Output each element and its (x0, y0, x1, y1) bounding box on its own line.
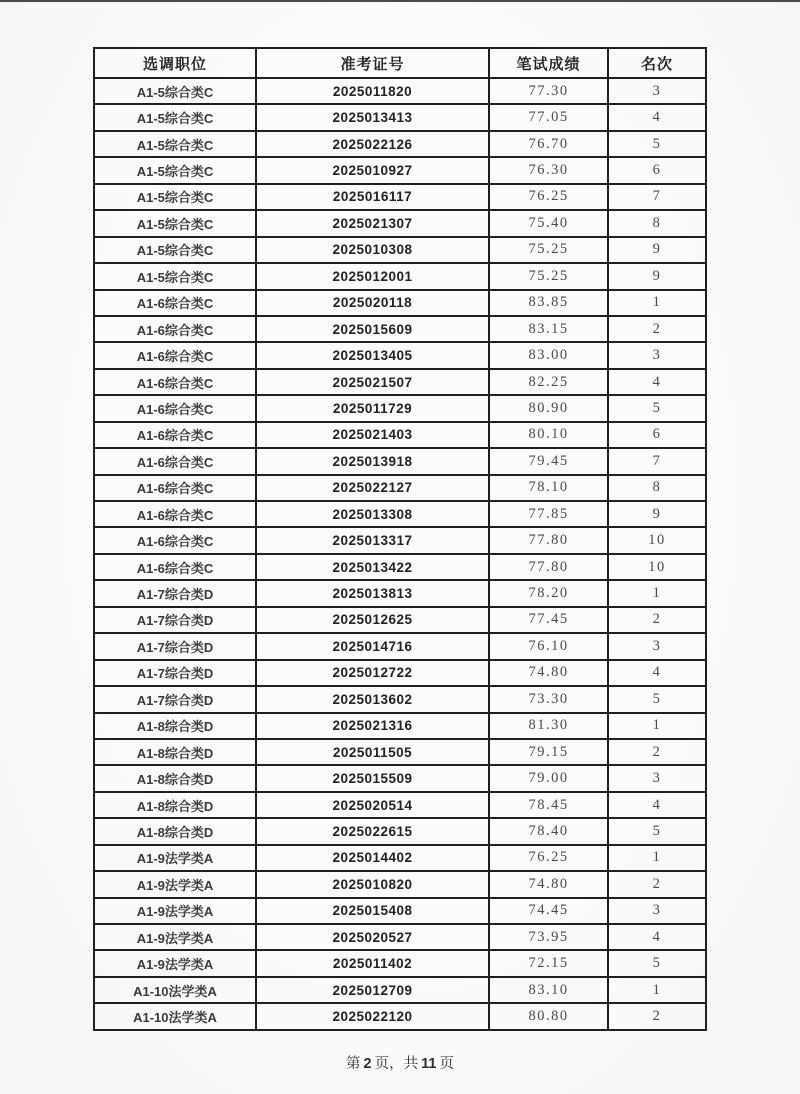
ticket-number-cell: 2025015609 (256, 316, 489, 342)
score-cell: 77.45 (489, 607, 608, 633)
ticket-number-cell: 2025014402 (256, 845, 489, 871)
rank-cell: 2 (608, 1003, 706, 1030)
rank-cell: 4 (608, 660, 706, 686)
score-cell: 74.45 (489, 898, 608, 924)
table-header-row (94, 48, 706, 78)
column-header-ticket-number: 准考证号 (256, 48, 489, 78)
score-cell: 83.15 (489, 316, 608, 342)
rank-cell: 9 (608, 237, 706, 263)
rank-cell: 1 (608, 713, 706, 739)
position-cell: A1-6综合类C (94, 554, 256, 580)
position-cell: A1-6综合类C (94, 527, 256, 553)
score-cell: 82.25 (489, 369, 608, 395)
ticket-number-cell: 2025012722 (256, 660, 489, 686)
rank-cell: 1 (608, 580, 706, 606)
page-footer (0, 1052, 800, 1076)
ticket-number-cell: 2025011820 (256, 78, 489, 104)
ticket-number-cell: 2025012709 (256, 977, 489, 1003)
position-cell: A1-7综合类D (94, 686, 256, 712)
table-row (94, 342, 706, 368)
score-cell: 78.45 (489, 792, 608, 818)
position-cell: A1-6综合类C (94, 316, 256, 342)
table-row (94, 765, 706, 791)
ticket-number-cell: 2025013918 (256, 448, 489, 474)
table-row (94, 157, 706, 183)
ticket-number-cell: 2025013422 (256, 554, 489, 580)
table-row (94, 210, 706, 236)
ticket-number-cell: 2025015509 (256, 765, 489, 791)
score-cell: 74.80 (489, 660, 608, 686)
ticket-number-cell: 2025020527 (256, 924, 489, 950)
rank-cell: 2 (608, 739, 706, 765)
table-row (94, 792, 706, 818)
position-cell: A1-9法学类A (94, 871, 256, 897)
rank-cell: 3 (608, 342, 706, 368)
table-row (94, 871, 706, 897)
score-cell: 78.10 (489, 475, 608, 501)
rank-cell: 9 (608, 501, 706, 527)
score-cell: 80.90 (489, 395, 608, 421)
ticket-number-cell: 2025012001 (256, 263, 489, 289)
rank-cell: 3 (608, 765, 706, 791)
position-cell: A1-9法学类A (94, 950, 256, 976)
score-cell: 79.45 (489, 448, 608, 474)
ticket-number-cell: 2025015408 (256, 898, 489, 924)
position-cell: A1-5综合类C (94, 78, 256, 104)
position-cell: A1-5综合类C (94, 184, 256, 210)
position-cell: A1-6综合类C (94, 369, 256, 395)
rank-cell: 2 (608, 871, 706, 897)
ticket-number-cell: 2025013413 (256, 104, 489, 130)
ticket-number-cell: 2025013317 (256, 527, 489, 553)
position-cell: A1-9法学类A (94, 845, 256, 871)
table-row (94, 369, 706, 395)
position-cell: A1-5综合类C (94, 131, 256, 157)
rank-cell: 4 (608, 369, 706, 395)
rank-cell: 4 (608, 924, 706, 950)
table-row (94, 131, 706, 157)
score-cell: 75.25 (489, 237, 608, 263)
column-header-score: 笔试成绩 (489, 48, 608, 78)
rank-cell: 5 (608, 818, 706, 844)
table-row (94, 184, 706, 210)
position-cell: A1-5综合类C (94, 210, 256, 236)
score-cell: 73.30 (489, 686, 608, 712)
score-cell: 75.25 (489, 263, 608, 289)
score-cell: 74.80 (489, 871, 608, 897)
footer-page-suffix: 页 (439, 1056, 454, 1072)
table-row (94, 845, 706, 871)
score-cell: 73.95 (489, 924, 608, 950)
rank-cell: 1 (608, 290, 706, 316)
rank-cell: 4 (608, 792, 706, 818)
position-cell: A1-5综合类C (94, 237, 256, 263)
footer-page-middle: 页，共 (374, 1056, 419, 1072)
ticket-number-cell: 2025011729 (256, 395, 489, 421)
table-row (94, 686, 706, 712)
position-cell: A1-7综合类D (94, 633, 256, 659)
score-cell: 79.00 (489, 765, 608, 791)
rank-cell: 6 (608, 157, 706, 183)
score-cell: 83.10 (489, 977, 608, 1003)
table-row (94, 422, 706, 448)
position-cell: A1-6综合类C (94, 501, 256, 527)
position-cell: A1-10法学类A (94, 977, 256, 1003)
position-cell: A1-9法学类A (94, 898, 256, 924)
position-cell: A1-10法学类A (94, 1003, 256, 1030)
table-row (94, 448, 706, 474)
rank-cell: 10 (608, 554, 706, 580)
table-row (94, 898, 706, 924)
rank-cell: 9 (608, 263, 706, 289)
rank-cell: 8 (608, 210, 706, 236)
ticket-number-cell: 2025021403 (256, 422, 489, 448)
ticket-number-cell: 2025013405 (256, 342, 489, 368)
ticket-number-cell: 2025013602 (256, 686, 489, 712)
rank-cell: 4 (608, 104, 706, 130)
ticket-number-cell: 2025014716 (256, 633, 489, 659)
position-cell: A1-6综合类C (94, 422, 256, 448)
ticket-number-cell: 2025010308 (256, 237, 489, 263)
table-row (94, 1003, 706, 1030)
table-row (94, 290, 706, 316)
score-cell: 78.20 (489, 580, 608, 606)
position-cell: A1-6综合类C (94, 342, 256, 368)
rank-cell: 7 (608, 184, 706, 210)
ticket-number-cell: 2025011402 (256, 950, 489, 976)
footer-page-number: 2 (363, 1056, 372, 1072)
position-cell: A1-8综合类D (94, 818, 256, 844)
position-cell: A1-8综合类D (94, 739, 256, 765)
score-cell: 83.85 (489, 290, 608, 316)
rank-cell: 2 (608, 316, 706, 342)
ticket-number-cell: 2025022126 (256, 131, 489, 157)
rank-cell: 3 (608, 633, 706, 659)
rank-cell: 1 (608, 977, 706, 1003)
ticket-number-cell: 2025022120 (256, 1003, 489, 1030)
table-row (94, 633, 706, 659)
ticket-number-cell: 2025021316 (256, 713, 489, 739)
table-row (94, 580, 706, 606)
table-row (94, 316, 706, 342)
ticket-number-cell: 2025013813 (256, 580, 489, 606)
table-row (94, 739, 706, 765)
position-cell: A1-6综合类C (94, 448, 256, 474)
score-cell: 79.15 (489, 739, 608, 765)
rank-cell: 5 (608, 950, 706, 976)
rank-cell: 10 (608, 527, 706, 553)
footer-total-pages: 11 (421, 1056, 437, 1072)
position-cell: A1-6综合类C (94, 475, 256, 501)
ticket-number-cell: 2025022127 (256, 475, 489, 501)
position-cell: A1-9法学类A (94, 924, 256, 950)
ticket-number-cell: 2025012625 (256, 607, 489, 633)
score-cell: 77.80 (489, 527, 608, 553)
results-table (93, 47, 707, 1031)
position-cell: A1-8综合类D (94, 765, 256, 791)
table-row (94, 554, 706, 580)
footer-page-prefix: 第 (346, 1056, 361, 1072)
ticket-number-cell: 2025021307 (256, 210, 489, 236)
position-cell: A1-8综合类D (94, 792, 256, 818)
ticket-number-cell: 2025022615 (256, 818, 489, 844)
ticket-number-cell: 2025020514 (256, 792, 489, 818)
score-cell: 72.15 (489, 950, 608, 976)
column-header-position: 选调职位 (94, 48, 256, 78)
score-cell: 76.30 (489, 157, 608, 183)
table-row (94, 395, 706, 421)
score-cell: 76.70 (489, 131, 608, 157)
ticket-number-cell: 2025011505 (256, 739, 489, 765)
score-cell: 77.05 (489, 104, 608, 130)
table-row (94, 713, 706, 739)
rank-cell: 1 (608, 845, 706, 871)
table-row (94, 78, 706, 104)
rank-cell: 5 (608, 686, 706, 712)
score-cell: 77.30 (489, 78, 608, 104)
rank-cell: 7 (608, 448, 706, 474)
score-cell: 76.25 (489, 845, 608, 871)
score-cell: 76.25 (489, 184, 608, 210)
table-row (94, 950, 706, 976)
score-cell: 80.10 (489, 422, 608, 448)
score-cell: 77.85 (489, 501, 608, 527)
table-row (94, 501, 706, 527)
ticket-number-cell: 2025010927 (256, 157, 489, 183)
rank-cell: 5 (608, 395, 706, 421)
table-row (94, 237, 706, 263)
ticket-number-cell: 2025021507 (256, 369, 489, 395)
table-row (94, 475, 706, 501)
position-cell: A1-5综合类C (94, 104, 256, 130)
ticket-number-cell: 2025010820 (256, 871, 489, 897)
position-cell: A1-5综合类C (94, 263, 256, 289)
rank-cell: 8 (608, 475, 706, 501)
position-cell: A1-6综合类C (94, 290, 256, 316)
position-cell: A1-7综合类D (94, 607, 256, 633)
results-table-body (94, 78, 706, 1030)
ticket-number-cell: 2025016117 (256, 184, 489, 210)
rank-cell: 3 (608, 898, 706, 924)
score-cell: 75.40 (489, 210, 608, 236)
column-header-rank: 名次 (608, 48, 706, 78)
table-row (94, 607, 706, 633)
score-cell: 76.10 (489, 633, 608, 659)
position-cell: A1-7综合类D (94, 580, 256, 606)
position-cell: A1-6综合类C (94, 395, 256, 421)
ticket-number-cell: 2025013308 (256, 501, 489, 527)
score-cell: 78.40 (489, 818, 608, 844)
score-cell: 80.80 (489, 1003, 608, 1030)
table-row (94, 660, 706, 686)
rank-cell: 5 (608, 131, 706, 157)
table-row (94, 818, 706, 844)
rank-cell: 3 (608, 78, 706, 104)
ticket-number-cell: 2025020118 (256, 290, 489, 316)
scan-top-edge (0, 0, 800, 2)
score-cell: 81.30 (489, 713, 608, 739)
table-row (94, 263, 706, 289)
table-row (94, 977, 706, 1003)
table-row (94, 104, 706, 130)
score-cell: 77.80 (489, 554, 608, 580)
score-cell: 83.00 (489, 342, 608, 368)
rank-cell: 2 (608, 607, 706, 633)
table-row (94, 527, 706, 553)
position-cell: A1-7综合类D (94, 660, 256, 686)
rank-cell: 6 (608, 422, 706, 448)
table-row (94, 924, 706, 950)
position-cell: A1-5综合类C (94, 157, 256, 183)
position-cell: A1-8综合类D (94, 713, 256, 739)
